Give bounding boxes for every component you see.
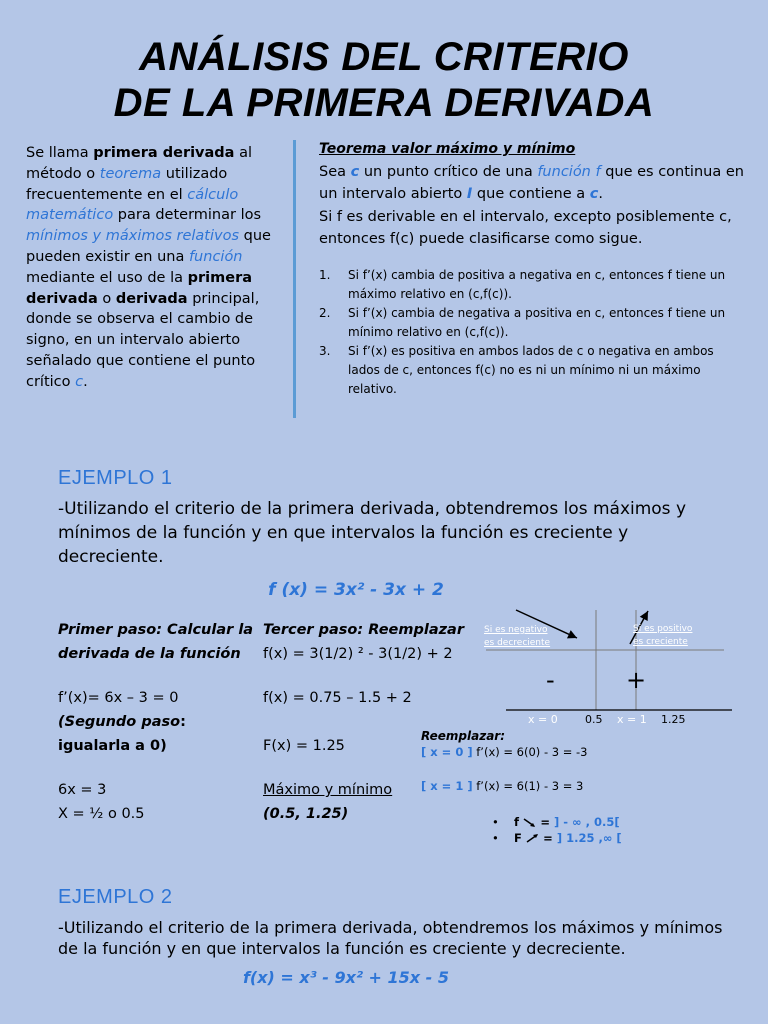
derivative: f’(x)= 6x – 3 = 0 <box>58 690 179 706</box>
bullet: • <box>492 815 499 829</box>
step1-label: Primer paso <box>58 622 157 638</box>
example2-heading: EJEMPLO 2 <box>58 886 173 908</box>
list-item <box>319 342 749 399</box>
equation-2: X = ½ o 0.5 <box>58 806 145 822</box>
maxmin-label: Máximo y mínimo <box>263 782 393 798</box>
replace-eval-1: f’(x) = 6(0) - 3 = -3 <box>472 745 588 759</box>
intro-term: teorema <box>99 165 162 182</box>
spacer <box>58 666 258 686</box>
equation-1: 6x = 3 <box>58 782 107 798</box>
bullet-eq: = <box>540 815 554 829</box>
sign-diagram <box>476 600 746 735</box>
tick-label: 1.25 <box>661 713 686 726</box>
intro-term: mínimos y máximos relativos <box>26 228 240 245</box>
step2-text-2: igualarla a 0) <box>58 738 167 754</box>
list-number: 3. <box>319 344 331 358</box>
column-divider <box>293 140 296 418</box>
list-number: 2. <box>319 306 331 320</box>
list-item <box>319 266 749 304</box>
spacer <box>263 666 473 686</box>
spacer <box>58 758 258 778</box>
example1-heading: EJEMPLO 1 <box>58 467 173 489</box>
theorem-text: . <box>598 186 603 203</box>
title-line-2: DE LA PRIMERA DERIVADA <box>113 81 655 125</box>
example2-function: f(x) = x³ - 9x² + 15x - 5 <box>242 968 450 987</box>
list-text: Si f’(x) cambia de positiva a negativa en c, entonces f tiene un máximo relativo en (c,f(c)). <box>348 268 726 301</box>
tick-label: 0.5 <box>585 713 603 726</box>
intro-text: Se llama <box>26 145 94 161</box>
example1-text: -Utilizando el criterio de la primera derivada, obtendremos los máximos y mínimos de la función y en que intervalos la función es creciente y decreciente. <box>58 499 687 567</box>
theorem-heading: Teorema valor máximo y mínimo <box>319 141 576 157</box>
decreasing-arrow-icon <box>523 817 537 828</box>
minus-sign: - <box>546 666 555 694</box>
theorem-text: que contiene a <box>472 186 590 203</box>
intro-text: . <box>83 373 88 390</box>
step3-text: : Reemplazar <box>357 622 464 638</box>
intro-bold: primera <box>187 269 253 286</box>
step2-text: : <box>180 714 186 730</box>
positive-label-2: es creciente <box>633 637 688 647</box>
increasing-arrow-icon <box>526 833 540 844</box>
list-text: Si f’(x) cambia de negativa a positiva en c, entonces f tiene un mínimo relativo en (c,f(c)). <box>348 306 726 339</box>
example1-col1 <box>58 618 258 826</box>
theorem-paragraph-1 <box>319 161 759 206</box>
interval-list <box>492 814 692 846</box>
theorem-term: función f <box>537 163 601 180</box>
replace-line-1 <box>421 744 721 760</box>
step3-line <box>263 618 473 642</box>
replace-3: F(x) = 1.25 <box>263 738 345 754</box>
theorem-paragraph-2: Si f es derivable en el intervalo, excepto posiblemente c, entonces f(c) puede clasificarse como sigue. <box>319 208 732 248</box>
theorem-block <box>319 138 759 251</box>
step1-line <box>58 618 258 642</box>
negative-label-1: Si es negativo <box>484 625 548 635</box>
list-number: 1. <box>319 268 331 282</box>
intro-text: mediante el uso de la <box>26 269 188 286</box>
replace-x0: [ x = 0 ] <box>421 745 473 759</box>
replace-line-2 <box>421 778 721 794</box>
example2-text: -Utilizando el criterio de la primera derivada, obtendremos los máximos y mínimos de la función y en que intervalos la función es creciente y decreciente. <box>58 918 723 958</box>
tick-label: x = 1 <box>617 713 647 726</box>
list-text: Si f’(x) es positiva en ambos lados de c o negativa en ambos lados de c, entonces f(c) no es ni un mínimo ni un máximo relativo. <box>348 344 714 396</box>
intro-text: para determinar los <box>113 207 262 224</box>
spacer <box>421 760 721 778</box>
negative-label <box>484 624 550 650</box>
intro-text: que pueden existir en una <box>26 228 271 265</box>
theorem-term: c <box>350 163 360 180</box>
intro-bold: derivada <box>26 290 98 307</box>
bullet-eq: = <box>543 831 557 845</box>
replace-x1: [ x = 1 ] <box>421 779 473 793</box>
bullet: • <box>492 831 499 845</box>
list-item <box>492 814 692 830</box>
sign-diagram-lines <box>476 600 746 735</box>
theorem-term: I <box>466 186 473 203</box>
tick-label: x = 0 <box>528 713 558 726</box>
theorem-list <box>319 266 749 399</box>
intro-term: cálculo matemático <box>26 186 239 224</box>
replace-1: f(x) = 3(1/2) ² - 3(1/2) + 2 <box>263 646 453 662</box>
bullet-interval: ] - ∞ , 0.5[ <box>553 815 620 829</box>
theorem-text: un punto crítico de una <box>359 163 538 180</box>
maxmin-point: (0.5, 1.25) <box>263 806 349 822</box>
step2-label: (Segundo paso <box>58 714 181 730</box>
replace-block <box>421 728 721 794</box>
intro-text: utilizado frecuentemente en el <box>26 165 228 203</box>
theorem-text: Sea <box>319 163 351 180</box>
replace-heading: Reemplazar: <box>421 729 506 743</box>
list-item <box>492 830 692 846</box>
bullet-func: F <box>514 831 522 845</box>
replace-eval-2: f’(x) = 6(1) - 3 = 3 <box>472 779 584 793</box>
intro-text: principal, donde se observa el cambio de signo, en un intervalo abierto señalado que contiene el punto crítico <box>26 290 260 390</box>
theorem-term: c <box>589 186 599 203</box>
replace-2: f(x) = 0.75 – 1.5 + 2 <box>263 690 412 706</box>
intro-paragraph <box>26 143 281 393</box>
bullet-interval: ] 1.25 ,∞ [ <box>556 831 622 845</box>
negative-label-2: es decreciente <box>484 638 551 648</box>
example1-col2 <box>263 618 473 826</box>
plus-sign: + <box>626 666 647 694</box>
list-item <box>319 304 749 342</box>
step1-text-2: derivada de la función <box>58 646 241 662</box>
intro-bold: derivada <box>115 290 188 307</box>
bullet-func: f <box>514 815 520 829</box>
intro-text: al método o <box>26 145 252 182</box>
title-line-1: ANÁLISIS DEL CRITERIO <box>139 35 629 79</box>
page-title <box>0 34 768 126</box>
intro-bold: primera derivada <box>93 145 235 161</box>
intro-term: c <box>75 373 84 390</box>
theorem-text: que es continua en un intervalo abierto <box>319 163 744 203</box>
positive-label-1: Si es positivo <box>633 624 693 634</box>
step1-text: : Calcular la <box>156 622 254 638</box>
positive-label <box>633 623 692 649</box>
example1-function: f (x) = 3x² - 3x + 2 <box>268 580 444 600</box>
step3-label: Tercer paso <box>263 622 358 638</box>
intro-text: o <box>97 290 116 307</box>
step2-line <box>58 710 258 734</box>
intro-term: función <box>188 248 243 265</box>
